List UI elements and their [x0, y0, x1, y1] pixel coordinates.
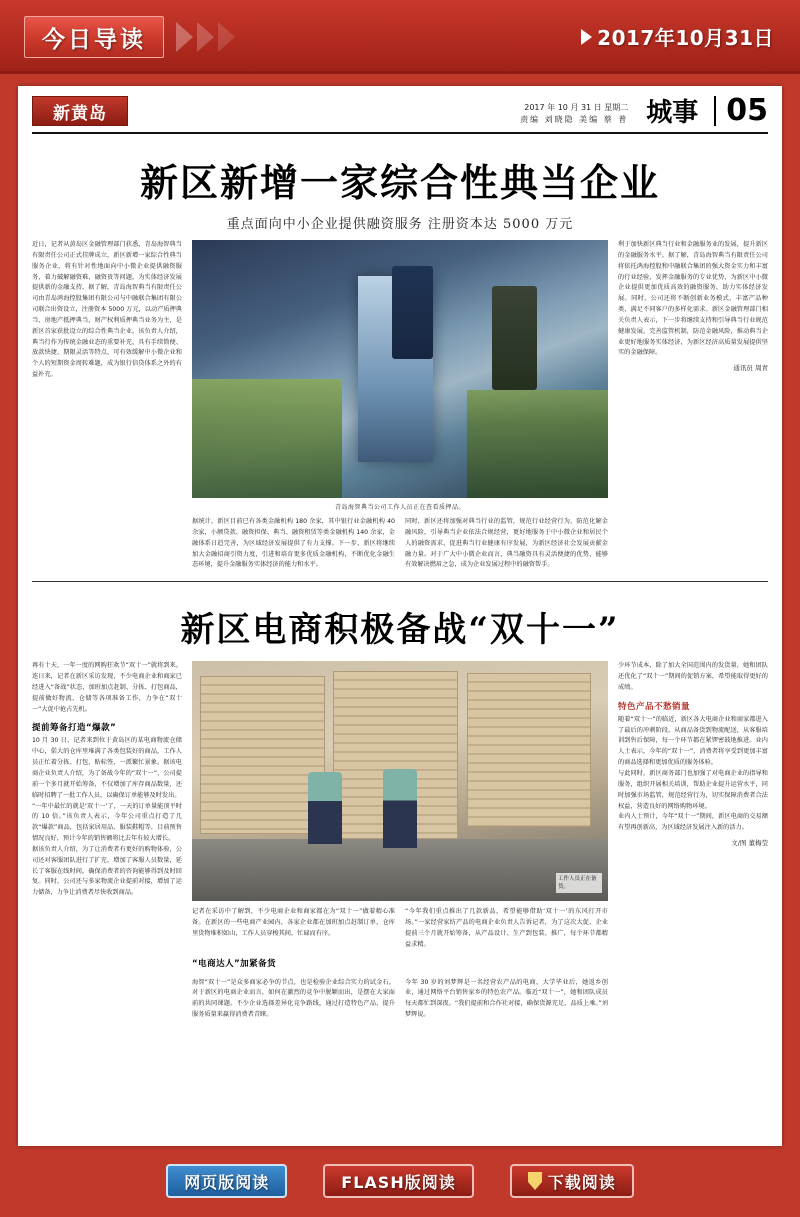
article-one-column-2a: 据统计，新区目前已有各类金融机构 180 余家，其中银行业金融机构 40 余家，小额贷款、融资担保、典当、融资租赁等类金融机构 140 余家，金融体系日趋完善，为区域经济发展提供了有力支撑。下一步，新区将继续加大金融招商引资力度，引进和培育更多优质金融机构，不断优化金融生态环境，提升金融服务实体经济的能力和水平。	[192, 518, 395, 569]
download-button-label: 下载阅读	[547, 1172, 616, 1192]
article-one-subhead: 重点面向中小企业提供融资服务 注册资本达 5000 万元	[226, 217, 574, 232]
article-one-photo	[192, 240, 608, 498]
paper-logo: 新黄岛	[32, 96, 128, 126]
newspaper-page[interactable]	[18, 86, 782, 1146]
article-two-subheading-2: “电商达人”加紧备货	[192, 958, 277, 969]
article-one-byline: 通讯员 周青	[733, 364, 768, 373]
bottom-button-bar	[0, 1145, 800, 1217]
article-two-column-1d: 据该负责人介绍，为了让消费者有更好的购物体验，公司还对客服团队进行了扩充，增加了客服人员数量，延长了客服在线时间，确保消费者的咨询能够得到及时回复。同时，公司还与多家物流企业提前对接，增加了运力储备，力争让消费者尽快收到商品。	[32, 845, 182, 897]
date-display	[581, 22, 774, 51]
article-two-headline: 新区电商积极备战“双十一”	[180, 610, 620, 651]
top-header-bar	[0, 0, 800, 74]
flash-version-button[interactable]: FLASH版阅读	[323, 1164, 473, 1198]
article-two-column-1b: 10 月 30 日，记者来到位于黄岛区的某电商物流仓储中心，偌大的仓库里堆满了各类包装好的商品，工作人员正忙着分拣、打包、贴标签，一派繁忙景象。据该电商企业负责人介绍，为了备战今年的“双十一”，公司提前一个多月就开始筹备，不仅增加了库存商品数量，还临时招聘了一批工作人员，以确保订单能够及时发出。	[32, 737, 182, 799]
article-two	[32, 588, 768, 1021]
article-two-left	[32, 661, 182, 1021]
article-two-column-3d: 业内人士预计，今年“双十一”期间，新区电商的交易额有望再创新高，为区域经济发展注入新的活力。	[618, 813, 768, 832]
article-one-photo-caption: 青岛海智典当公司工作人员正在查看质押品。	[334, 504, 465, 511]
article-one	[32, 134, 768, 571]
chevron-right-icon	[197, 22, 214, 52]
article-one-middle	[192, 240, 608, 571]
web-version-button[interactable]: 网页版阅读	[166, 1164, 287, 1198]
article-two-byline: 文/图 董梅莹	[731, 839, 768, 848]
chevron-right-icon	[218, 22, 235, 52]
article-two-column-2c: 海智“双十一”是众多商家必争的节点，也是检验企业综合实力的试金石。对于新区的电商企业而言，如何在激烈的竞争中脱颖而出，是摆在大家面前的共同课题。不少企业选择差异化竞争路线，通过打造特色产品、提升服务质量来赢得消费者青睐。	[192, 978, 395, 1019]
article-two-column-3b: 随着“双十一”的临近，新区各大电商企业和商家都进入了最后的冲刺阶段。从商品备货到物流配送，从客服培训到售后保障，每一个环节都在紧锣密鼓地推进。业内人士表示，今年的“双十一”，消费者将享受到更加丰富的商品选择和更加优质的服务体验。	[618, 715, 768, 767]
article-two-subheading-3: 特色产品不愁销量	[618, 701, 691, 712]
article-one-column-3: 利于加快新区典当行业和金融服务业的发展，提升新区的金融服务水平。据了解，青岛海智典当有限责任公司将依托鸿海控股和中融联合集团的强大资金实力和丰富的行业经验，发挥金融服务的专业优势，为新区中小微企业提供更加优质高效的融资服务，助力实体经济发展。同时，公司还将不断创新业务模式，丰富产品种类，满足不同客户的多样化需求。新区金融管理部门相关负责人表示，下一步将继续支持和引导典当行业规范健康发展，完善监管机制，防范金融风险，推动典当企业更好地服务实体经济，为新区经济高质量发展提供坚实的金融保障。	[618, 241, 768, 357]
article-two-middle	[192, 661, 608, 1021]
article-one-column-2b: 同时，新区还将加强对典当行业的监管，规范行业经营行为，防范化解金融风险，引导典当企业依法合规经营，更好地服务于中小微企业和居民个人的融资需求，促进典当行业健康有序发展，为新区经济社会发展贡献金融力量。对于广大中小微企业而言，典当融资具有灵活便捷的优势，能够有效解决燃眉之急，成为企业发展过程中的融资帮手。	[405, 518, 608, 569]
article-two-column-2a: 记者在采访中了解到，不少电商企业和商家都在为“双十一”做着精心准备。在新区的一些电商产业园内，各家企业都在加班加点赶制订单，仓库里货物堆积如山，工作人员穿梭其间，忙碌而有序。	[192, 908, 395, 937]
play-triangle-icon	[581, 29, 592, 45]
chevron-decoration	[176, 22, 235, 52]
paper-page-number: 05	[714, 96, 768, 126]
article-two-photo-caption: 工作人员正在备货。	[556, 873, 602, 894]
article-two-column-1c: “一年中最忙的就是‘双十一’了，一天的订单量能顶平时的 10 倍。”该负责人表示，今年公司重点打造了几款“爆款”商品，包括家居用品、服装鞋帽等，目前预售情况良好，预计今年的销售额将比去年有较大增长。	[32, 802, 182, 843]
article-two-column-1a: 再有十天，一年一度的网购狂欢节“双十一”就将到来。连日来，记者在新区采访发现，不少电商企业和商家已经进入“备战”状态，加班加点赶制、分拣、打包商品，提前做好物流、仓储等各项准备工作，力争在“双十一”大促中抢占先机。	[32, 662, 182, 713]
article-two-right	[618, 661, 768, 1021]
paper-section-name: 城事	[646, 98, 699, 128]
paper-header	[32, 93, 768, 134]
article-two-subheading-1: 提前筹备打造“爆款”	[32, 723, 117, 734]
article-one-headline: 新区新增一家综合性典当企业	[139, 160, 660, 205]
paper-meta	[520, 102, 628, 126]
section-divider	[32, 581, 768, 582]
article-two-column-2b: “今年我们重点推出了几款新品，希望能够借助‘双十一’的东风打开市场。”一家经营家纺产品的电商企业负责人告诉记者，为了这次大促，企业提前三个月就开始筹备，从产品设计、生产到包装、推广，每个环节都精益求精。	[405, 908, 608, 948]
download-button[interactable]	[510, 1164, 634, 1198]
article-one-column-1: 近日，记者从黄岛区金融管理部门获悉，青岛海智典当有限责任公司正式挂牌成立，新区新增一家综合性典当服务企业，将有针对性地面向中小微企业提供融资服务，着力破解融资难、融资贵等问题，为实体经济发展提供新的金融支持。据了解，青岛海智典当有限责任公司由青岛鸿海控股集团有限公司与中融联合集团有限公司联合出资设立，注册资本 5000 万元，以动产质押典当、房地产抵押典当、财产权利质押典当业务为主，是新区首家获批设立的综合性典当企业。该负责人介绍，典当行作为传统金融业态的重要补充，具有手续简便、放款快捷、期限灵活等特点，可有效缓解中小微企业和个人的短期资金周转难题，成为银行信贷体系之外的有益补充。	[32, 241, 182, 379]
paper-date-line: 2017 年 10 月 31 日 星期二	[524, 103, 629, 112]
chevron-right-icon	[176, 22, 193, 52]
article-two-column-3a: 少环节成本，除了加大全国范围内的发货量，她和团队还优化了“双十一”期间的促销方案，希望能取得更好的成绩。	[618, 662, 768, 691]
date-label: 2017年10月31日	[597, 26, 774, 50]
masthead-title: 今日导读	[24, 16, 164, 58]
article-two-photo	[192, 661, 608, 901]
paper-editor-line: 责编 刘晓隐 美编 蔡 普	[520, 115, 629, 124]
article-two-column-2d: 今年 30 岁的刘梦辉是一名经营农产品的电商，大学毕业后，她返乡创业，通过网络平台销售家乡的特色农产品。临近“双十一”，她和团队成员每天都忙到深夜。“我们提前和合作社对接，确保货源充足、品质上乘。”刘梦辉说。	[405, 978, 608, 1019]
download-arrow-icon	[528, 1172, 542, 1190]
article-two-column-3c: 与此同时，新区商务部门也加强了对电商企业的指导和服务，组织开展相关培训，帮助企业提升运营水平，同时加强市场监管，规范经营行为，切实保障消费者合法权益，营造良好的网络购物环境。	[618, 769, 768, 810]
